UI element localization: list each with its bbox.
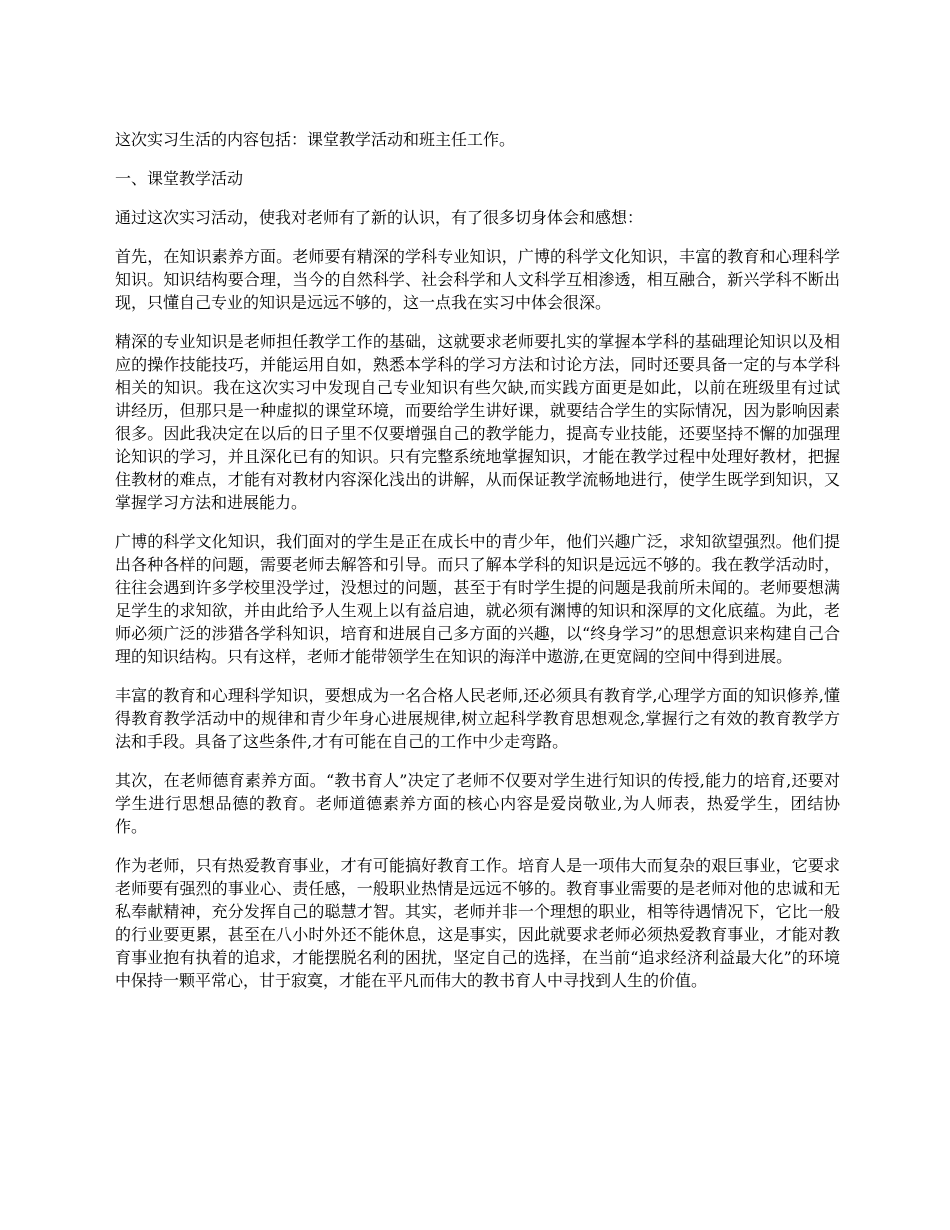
paragraph-psychology-knowledge: 丰富的教育和心理科学知识，要想成为一名合格人民老师,还必须具有教育学,心理学方面的知识修养,懂得教育教学活动中的规律和青少年身心进展规律,树立起科学教育思想观念,掌握行之有效的教育教学方法和手段。具备了这些条件,才有可能在自己的工作中少走弯路。 xyxy=(115,686,840,751)
paragraph-intro: 这次实习生活的内容包括：课堂教学活动和班主任工作。 xyxy=(115,130,516,149)
paragraph-overview: 通过这次实习活动，使我对老师有了新的认识，有了很多切身体会和感想： xyxy=(115,208,644,227)
paragraph-knowledge-literacy: 首先，在知识素养方面。老师要有精深的学科专业知识，广博的科学文化知识，丰富的教育和心理科学知识。知识结构要合理，当今的自然科学、社会科学和人文科学互相渗透，相互融合，新兴学科不断出现，只懂自己专业的知识是远远不够的，这一点我在实习中体会很深。 xyxy=(115,247,840,312)
paragraph-love-of-education: 作为老师，只有热爱教育事业，才有可能搞好教育工作。培育人是一项伟大而复杂的艰巨事业，它要求老师要有强烈的事业心、责任感，一般职业热情是远远不够的。教育事业需要的是老师对他的忠诚和无私奉献精神，充分发挥自己的聪慧才智。其实，老师并非一个理想的职业，相等待遇情况下，它比一般的行业要更累，甚至在八小时外还不能休息，这是事实，因此就要求老师必须热爱教育事业，才能对教育事业抱有执着的追求，才能摆脱名利的困扰，坚定自己的选择，在当前“追求经济利益最大化”的环境中保持一颗平常心，甘于寂寞，才能在平凡而伟大的教书育人中寻找到人生的价值。 xyxy=(115,856,840,990)
document-body xyxy=(115,128,840,1008)
paragraph-professional-knowledge: 精深的专业知识是老师担任教学工作的基础，这就要求老师要扎实的掌握本学科的基础理论知识以及相应的操作技能技巧，并能运用自如，熟悉本学科的学习方法和讨论方法，同时还要具备一定的与本学科相关的知识。我在这次实习中发现自己专业知识有些欠缺,而实践方面更是如此，以前在班级里有过试讲经历，但那只是一种虚拟的课堂环境，而要给学生讲好课，就要结合学生的实际情况，因为影响因素很多。因此我决定在以后的日子里不仅要增强自己的教学能力，提高专业技能，还要坚持不懈的加强理论知识的学习，并且深化已有的知识。只有完整系统地掌握知识，才能在教学过程中处理好教材，把握住教材的难点，才能有对教材内容深化浅出的讲解，从而保证教学流畅地进行，使学生既学到知识，又掌握学习方法和进展能力。 xyxy=(115,332,840,512)
section-heading-classroom-teaching: 一、课堂教学活动 xyxy=(115,169,244,188)
paragraph-broad-knowledge: 广博的科学文化知识，我们面对的学生是正在成长中的青少年，他们兴趣广泛，求知欲望强烈。他们提出各种各样的问题，需要老师去解答和引导。而只了解本学科的知识是远远不够的。我在教学活动时，往往会遇到许多学校里没学过，没想过的问题，甚至于有时学生提的问题是我前所未闻的。老师要想满足学生的求知欲，并由此给予人生观上以有益启迪，就必须有渊博的知识和深厚的文化底蕴。为此，老师必须广泛的涉猎各学科知识，培育和进展自己多方面的兴趣，以“终身学习”的思想意识来构建自己合理的知识结构。只有这样，老师才能带领学生在知识的海洋中遨游,在更宽阔的空间中得到进展。 xyxy=(115,532,840,666)
paragraph-moral-literacy: 其次，在老师德育素养方面。“教书育人”决定了老师不仅要对学生进行知识的传授,能力的培育,还要对学生进行思想品德的教育。老师道德素养方面的核心内容是爱岗敬业,为人师表，热爱学生，团结协作。 xyxy=(115,771,840,836)
